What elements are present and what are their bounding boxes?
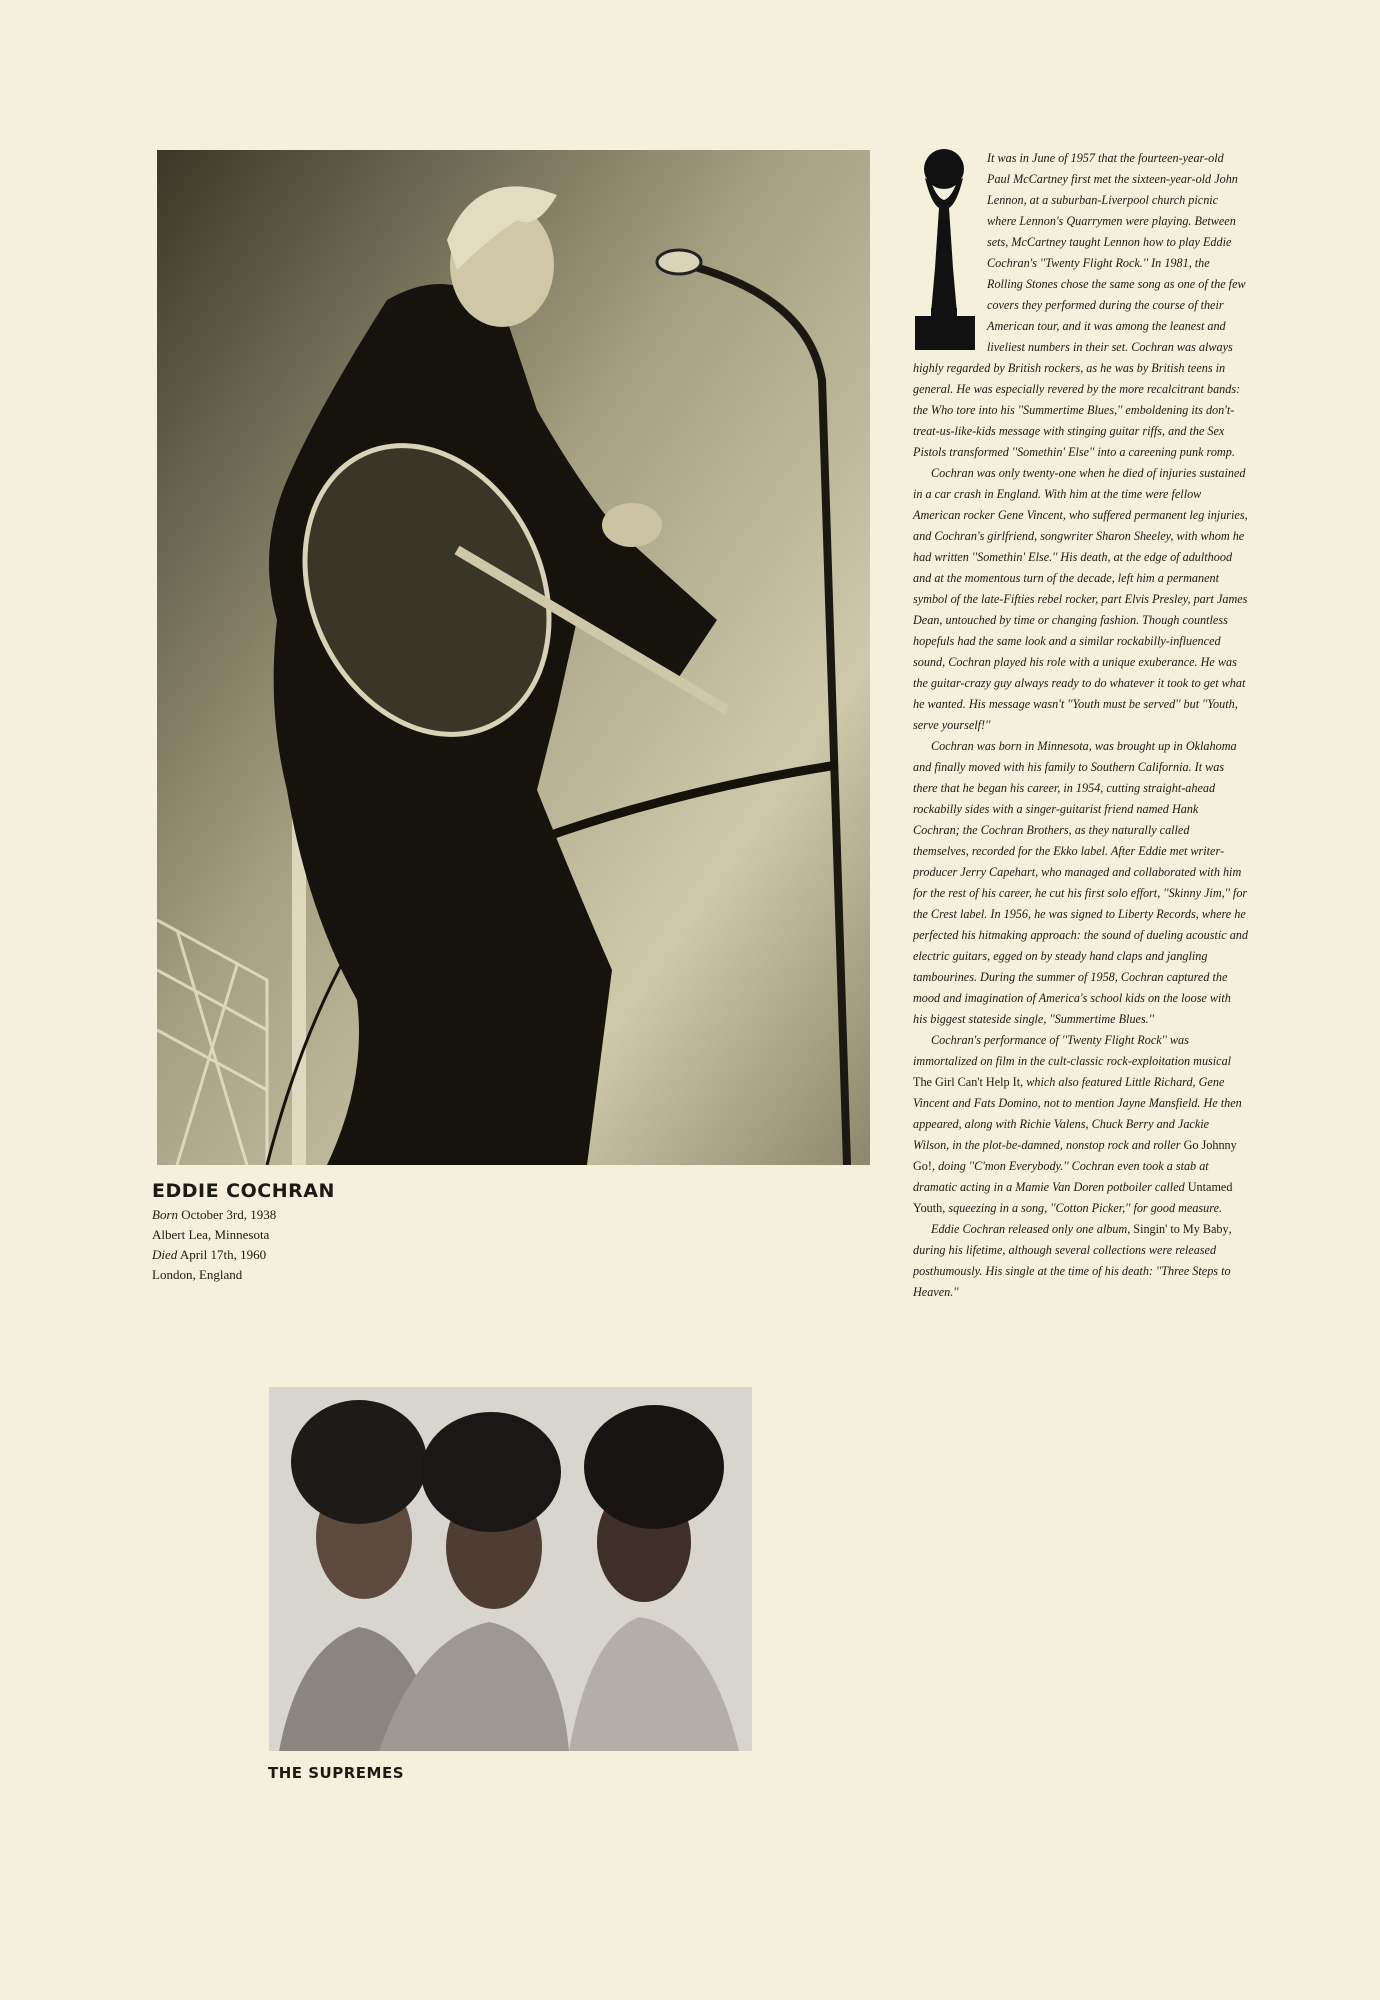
- film-title-go-johnny-go: Go Johnny Go!: [913, 1138, 1237, 1173]
- article-paragraph-3: Cochran was born in Minnesota, was brought up in Oklahoma and finally moved with his family to Southern California. It was there that he began his career, in 1954, cutting straight-ahead rockabilly sides with a singer-guitarist friend named Hank Cochran; the Cochran Brothers, as they naturally called themselves, recorded for the Ekko label. After Eddie met writer-producer Jerry Capehart, who managed and collaborated with him for the rest of his career, he cut his first solo effort, ''Skinny Jim,'' for the Crest label. In 1956, he was signed to Liberty Records, where he perfected his hitmaking approach: the sound of dueling acoustic and electric guitars, egged on by steady hand claps and jangling tambourines. During the summer of 1958, Cochran captured the mood and imagination of America's school kids on the loose with his biggest stateside single, ''Summertime Blues.'': [913, 739, 1248, 1026]
- cochran-photo-illustration: [157, 150, 870, 1165]
- film-title-untamed-youth: Untamed Youth: [913, 1180, 1233, 1215]
- born-line: [152, 1205, 276, 1225]
- died-label: Died: [152, 1247, 178, 1262]
- born-date: October 3rd, 1938: [181, 1207, 277, 1222]
- hall-of-fame-award-icon: [913, 148, 981, 350]
- film-title-girl-cant-help-it: The Girl Can't Help It: [913, 1075, 1021, 1089]
- died-place: London, England: [152, 1267, 243, 1282]
- p5-text-b: , during his lifetime, although several collections were released posthumously. His single at the time of his death: ''Three Steps to Heaven.'': [913, 1222, 1232, 1299]
- p4-text-b: , which also featured Little Richard, Gene Vincent and Fats Domino, not to mention Jayne Mansfield. He then appeared, along with Richie Valens, Chuck Berry and Jackie Wilson, in the plot-be-damned, nonstop rock and roller: [913, 1075, 1242, 1152]
- article-paragraph-5: [913, 1219, 1248, 1303]
- p5-text-a: Eddie Cochran released only one album,: [931, 1222, 1134, 1236]
- article-text: [913, 148, 1248, 1303]
- eddie-cochran-photo: [157, 150, 870, 1165]
- supremes-caption: THE SUPREMES: [268, 1764, 405, 1782]
- supremes-photo: [269, 1387, 752, 1751]
- article-paragraph-2: Cochran was only twenty-one when he died of injuries sustained in a car crash in England. With him at the time were fellow American rocker Gene Vincent, who suffered permanent leg injuries, and Cochran's girlfriend, songwriter Sharon Sheeley, with whom he had written ''Somethin' Else.'' His death, at the edge of adulthood and at the momentous turn of the decade, left him a permanent symbol of the late-Fifties rebel rocker, part Elvis Presley, part James Dean, untouched by time or changing fashion. Though countless hopefuls had the same look and a similar rockabilly-influenced sound, Cochran played his role with a unique exuberance. He was the guitar-crazy guy always ready to do whatever it took to get what he wanted. His message wasn't ''Youth must be served'' but ''Youth, serve yourself!'': [913, 466, 1248, 732]
- born-label: Born: [152, 1207, 178, 1222]
- p4-text-c: , doing ''C'mon Everybody.'' Cochran even took a stab at dramatic acting in a Mamie Van Doren potboiler called: [913, 1159, 1209, 1194]
- p4-text-d: , squeezing in a song, ''Cotton Picker,'' for good measure.: [942, 1201, 1223, 1215]
- cochran-bio-caption: [152, 1205, 276, 1285]
- supremes-photo-illustration: [269, 1387, 752, 1751]
- article-paragraph-4: [913, 1030, 1248, 1219]
- p4-text-a: Cochran's performance of ''Twenty Flight Rock'' was immortalized on film in the cult-classic rock-exploitation musical: [913, 1033, 1232, 1068]
- died-date: April 17th, 1960: [179, 1247, 267, 1262]
- cochran-caption-name: EDDIE COCHRAN: [152, 1180, 335, 1202]
- article-paragraph-1: It was in June of 1957 that the fourteen-year-old Paul McCartney first met the sixteen-year-old John Lennon, at a suburban-Liverpool church picnic where Lennon's Quarrymen were playing. Between sets, McCartney taught Lennon how to play Eddie Cochran's ''Twenty Flight Rock.'' In 1981, the Rolling Stones chose the same song as one of the few covers they performed during the course of their American tour, and it was among the leanest and liveliest numbers in their set. Cochran was always highly regarded by British rockers, as he was by British teens in general. He was especially revered by the more recalcitrant bands: the Who tore into his ''Summertime Blues,'' emboldening its don't-treat-us-like-kids message with stinging guitar riffs, and the Sex Pistols transformed ''Somethin' Else'' into a careening punk romp.: [913, 151, 1246, 459]
- died-line: [152, 1245, 276, 1265]
- album-title: Singin' to My Baby: [1133, 1222, 1229, 1236]
- born-place: Albert Lea, Minnesota: [152, 1227, 270, 1242]
